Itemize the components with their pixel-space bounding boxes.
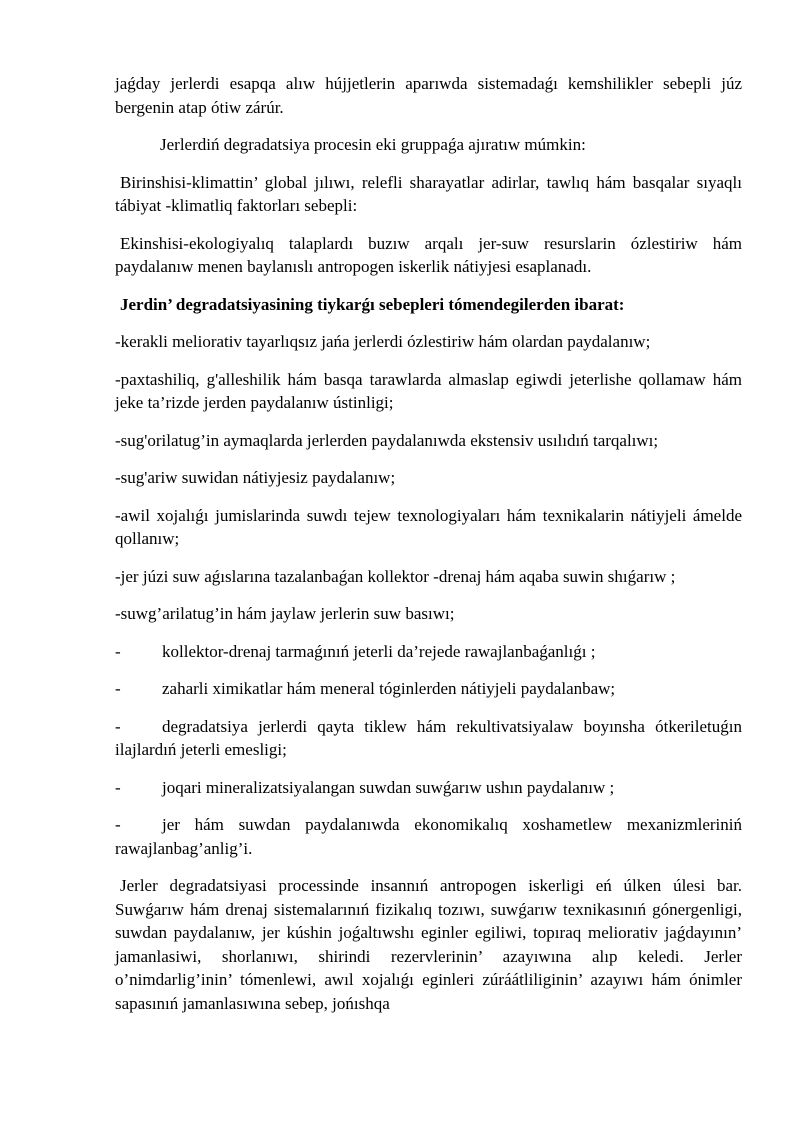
list-item: -kerakli meliorativ tayarlıqsız jańa jerlerdi ózlestiriw hám olardan paydalanıw; [115, 332, 651, 351]
document-page [115, 72, 742, 1029]
list-item: -paxtashiliq, g'alleshilik hám basqa tarawlarda almaslap egiwdi jeterlishe qollamaw hám jeke ta’rizde jerden paydalanıw ústinligi; [115, 369, 742, 412]
dash-list-item [115, 677, 742, 701]
paragraph-second-group: Ekinshisi-ekologiyalıq talaplardı buzıw arqalı jer-suw resurslarin ózlestiriw hám paydalanıw menen baylanıslı antropogen iskerlik nátiyjesi esaplanadı. [115, 233, 742, 276]
dash-list-item-text: kollektor-drenaj tarmaǵınıń jeterli da’rejede rawajlanbaǵanlıǵı ; [162, 641, 596, 661]
list-item: -sug'orilatug’in aymaqlarda jerlerden paydalanıwda ekstensiv usılıdıń tarqalıwı; [115, 430, 659, 450]
dash-marker: - [115, 641, 121, 661]
paragraph-intro: jaǵday jerlerdi esapqa alıw hújjetlerin aparıwda sistemadaǵı kemshilikler sebepli júz bergenin atap ótiw zárúr. [115, 74, 742, 117]
section-heading: Jerdin’ degradatsiyasining tiykarǵı sebepleri tómendegilerden ibarat: [120, 294, 625, 314]
dash-marker: - [115, 716, 121, 736]
list-item: -awil xojalıǵı jumislarinda suwdı tejew texnologiyaları hám texnikalarin nátiyjeli ámelde qollanıw; [115, 505, 742, 548]
paragraph-groups: Jerlerdiń degradatsiya procesin eki gruppaǵa ajıratıw múmkin: [160, 135, 586, 154]
dash-list-item [115, 813, 742, 860]
dash-marker: - [115, 679, 121, 698]
dash-marker: - [115, 815, 121, 834]
dash-list-item-text: degradatsiya jerlerdi qayta tiklew hám rekultivatsiyalaw boyınsha ótkeriletuǵın ilajlardıń jeterli emesligi; [115, 716, 742, 759]
dash-list-item [115, 640, 742, 664]
paragraph-conclusion: Jerler degradatsiyasi processinde insannıń antropogen iskerligi eń úlken úlesi bar. Suwǵarıw hám drenaj sistemalarınıń fizikalıq tozıwı, suwǵarıw texnikasınıń gónergenligi, suwdan paydalanıw, jer kúshin joǵaltıwshı eginler egiliwi, topıraq meliorativ jaǵdayının’ jamanlasiwi, shorlanıwı, shirindi rezervlerinin’ azayıwına alıp keledi. Jerler o’nimdarlig’inin’ tómenlewi, awıl xojalıǵı eginleri zúráátliliginin’ azayıwı hám ónimler sapasınıń jamanlasıwına sebep, jońıshqa [115, 876, 742, 1013]
paragraph-first-group: Birinshisi-klimattin’ global jılıwı, relefli sharayatlar adirlar, tawlıq hám basqalar sıyaqlı tábiyat -klimatliq faktorları sebepli: [115, 172, 742, 215]
dash-marker: - [115, 777, 121, 797]
dash-list-item-text: zaharli ximikatlar hám meneral tóginlerden nátiyjeli paydalanbaw; [162, 679, 616, 698]
list-item: -jer júzi suw aǵıslarına tazalanbaǵan kollektor -drenaj hám aqaba suwin shıǵarıw ; [115, 566, 676, 586]
dash-list-item [115, 715, 742, 762]
dash-list-item [115, 776, 742, 800]
list-item: -suwg’arilatug’in hám jaylaw jerlerin suw basıwı; [115, 604, 455, 623]
list-item: -sug'ariw suwidan nátiyjesiz paydalanıw; [115, 468, 396, 487]
dash-list-item-text: joqari mineralizatsiyalangan suwdan suwǵarıw ushın paydalanıw ; [162, 777, 615, 797]
dash-list-item-text: jer hám suwdan paydalanıwda ekonomikalıq xoshametlew mexanizmleriniń rawajlanbag’anlig’i. [115, 815, 742, 858]
